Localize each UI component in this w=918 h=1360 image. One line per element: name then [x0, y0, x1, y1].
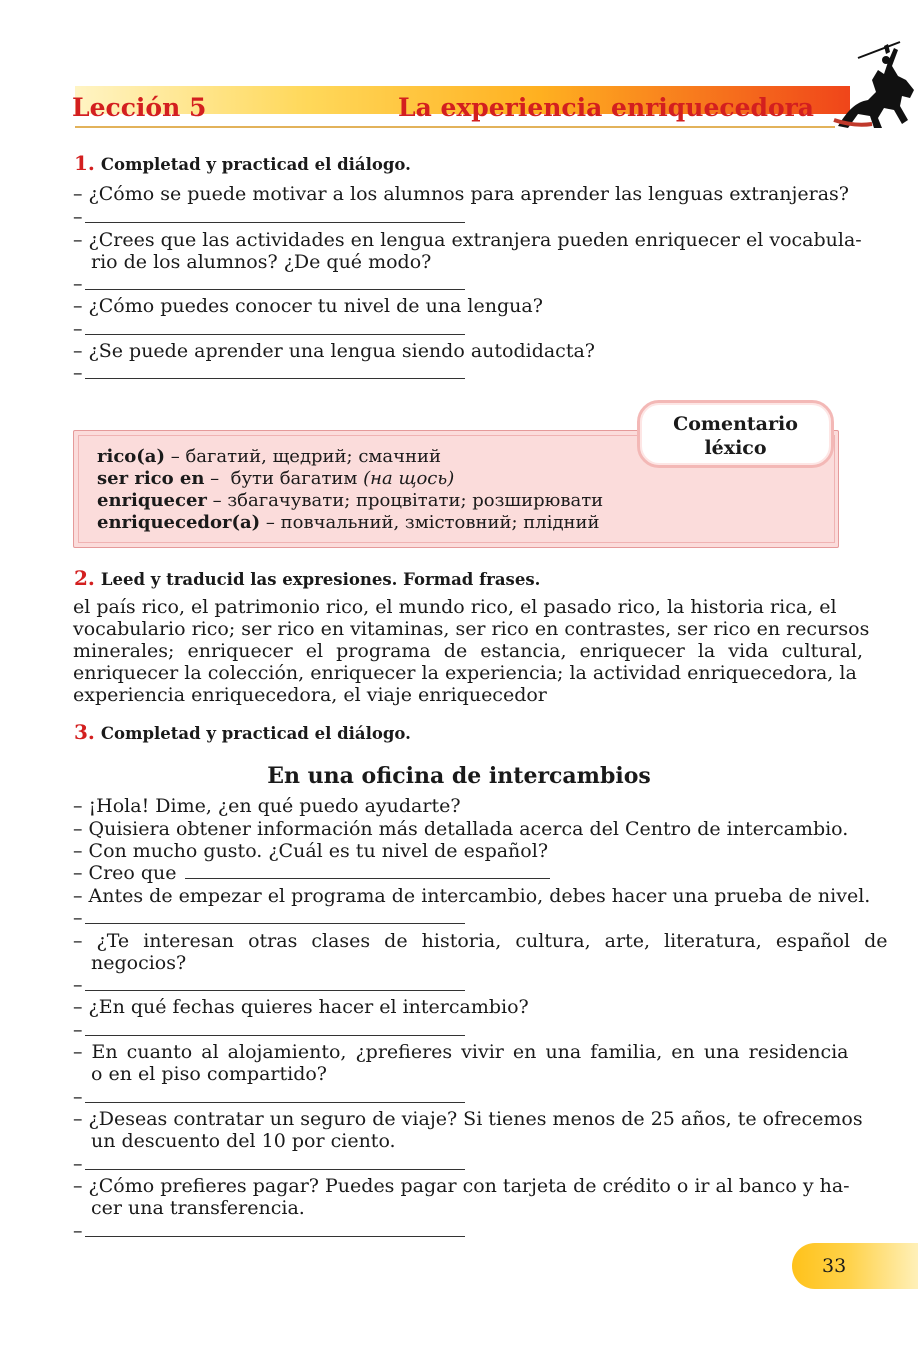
dialog-line: – ¿Se puede aprender una lengua siendo autodidacta?: [73, 340, 595, 362]
dialog-line: – ¿Crees que las actividades en lengua extranjera pueden enriquecer el vocabula-: [73, 229, 862, 251]
page-number: 33: [822, 1255, 847, 1277]
dialog-line: – Con mucho gusto. ¿Cuál es tu nivel de español?: [73, 840, 548, 862]
dialog-title: En una oficina de intercambios: [267, 763, 651, 789]
dialog-line: – ¿Deseas contratar un seguro de viaje? Si tienes menos de 25 años, te ofrecemos: [73, 1108, 863, 1130]
dialog-answer-line: –: [73, 1220, 841, 1243]
lexical-comment-tag: Comentario léxico: [637, 400, 834, 468]
exercise-2-title: [74, 566, 540, 590]
dialog-line-cont: cer una transferencia.: [91, 1197, 305, 1219]
answer-blank[interactable]: [185, 865, 550, 879]
expressions-line: experiencia enriquecedora, el viaje enriquecedor: [73, 684, 547, 706]
expressions-line: vocabulario rico; ser rico en vitaminas, ser rico en contrastes, ser rico en recursos: [73, 618, 870, 640]
answer-blank[interactable]: [85, 1022, 465, 1036]
answer-blank[interactable]: [85, 365, 465, 379]
dialog-line: – ¿En qué fechas quieres hacer el intercambio?: [73, 996, 529, 1018]
dialog-answer-line: –: [73, 907, 841, 930]
lexical-entry: enriquecedor(a) – повчальний, змістовний; плідний: [97, 512, 600, 533]
exercise-number: 2.: [74, 566, 95, 590]
dialog-line: – ¿Cómo puedes conocer tu nivel de una lengua?: [73, 295, 543, 317]
page-number-tab: [792, 1243, 918, 1289]
answer-blank[interactable]: [85, 1089, 465, 1103]
lexical-entry: rico(a) – багатий, щедрий; смачний: [97, 446, 442, 467]
exercise-1-title: [74, 151, 411, 175]
answer-blank[interactable]: [85, 1223, 465, 1237]
lexical-entry: ser rico en – бути багатим (на щось): [97, 468, 455, 489]
exercise-3-title: [74, 720, 411, 744]
dialog-answer-line: –: [73, 1153, 841, 1176]
dialog-line: – Quisiera obtener información más detallada acerca del Centro de intercambio.: [73, 818, 849, 840]
answer-blank[interactable]: [85, 321, 465, 335]
exercise-instruction: Completad y practicad el diálogo.: [100, 155, 411, 174]
exercise-number: 1.: [74, 151, 95, 175]
dialog-line-cont: rio de los alumnos? ¿De qué modo?: [91, 251, 432, 273]
dialog-line: – En cuanto al alojamiento, ¿prefieres vivir en una familia, en una residencia: [73, 1041, 849, 1063]
dialog-line-cont: negocios?: [91, 952, 187, 974]
dialog-line-cont: o en el piso compartido?: [91, 1063, 327, 1085]
dialog-answer-line: –: [73, 362, 841, 385]
dialog-answer-line: –: [73, 206, 841, 229]
dialog-answer-line: –: [73, 273, 841, 296]
dialog-answer-line: – Creo que: [73, 862, 841, 885]
answer-blank[interactable]: [85, 276, 465, 290]
lesson-label: Lección 5: [72, 93, 207, 122]
expressions-line: enriquecer la colección, enriquecer la experiencia; la actividad enriquecedora, la: [73, 662, 857, 684]
dialog-line: – ¡Hola! Dime, ¿en qué puedo ayudarte?: [73, 795, 461, 817]
dialog-line: – ¿Cómo prefieres pagar? Puedes pagar con tarjeta de crédito o ir al banco y ha-: [73, 1175, 850, 1197]
don-quixote-icon: [828, 40, 918, 132]
lexical-entry: enriquecer – збагачувати; процвітати; розширювати: [97, 490, 604, 511]
dialog-line: – ¿Cómo se puede motivar a los alumnos para aprender las lenguas extranjeras?: [73, 183, 849, 205]
dialog-answer-line: –: [73, 1086, 841, 1109]
dialog-answer-line: –: [73, 974, 841, 997]
dialog-line-cont: un descuento del 10 por ciento.: [91, 1130, 396, 1152]
answer-blank[interactable]: [85, 209, 465, 223]
exercise-instruction: Leed y traducid las expresiones. Formad frases.: [100, 570, 541, 589]
expressions-line: el país rico, el patrimonio rico, el mundo rico, el pasado rico, la historia rica, el: [73, 596, 837, 618]
exercise-number: 3.: [74, 720, 95, 744]
header-rule: [75, 126, 835, 128]
dialog-answer-line: –: [73, 1019, 841, 1042]
answer-blank[interactable]: [85, 910, 465, 924]
dialog-line: – ¿Te interesan otras clases de historia, cultura, arte, literatura, español de: [73, 930, 888, 952]
dialog-answer-line: –: [73, 318, 841, 341]
answer-blank[interactable]: [85, 1156, 465, 1170]
lesson-title: La experiencia enriquecedora: [397, 93, 814, 122]
dialog-line: – Antes de empezar el programa de intercambio, debes hacer una prueba de nivel.: [73, 885, 871, 907]
answer-blank[interactable]: [85, 977, 465, 991]
expressions-line: minerales; enriquecer el programa de estancia, enriquecer la vida cultural,: [73, 640, 863, 662]
exercise-instruction: Completad y practicad el diálogo.: [100, 724, 411, 743]
